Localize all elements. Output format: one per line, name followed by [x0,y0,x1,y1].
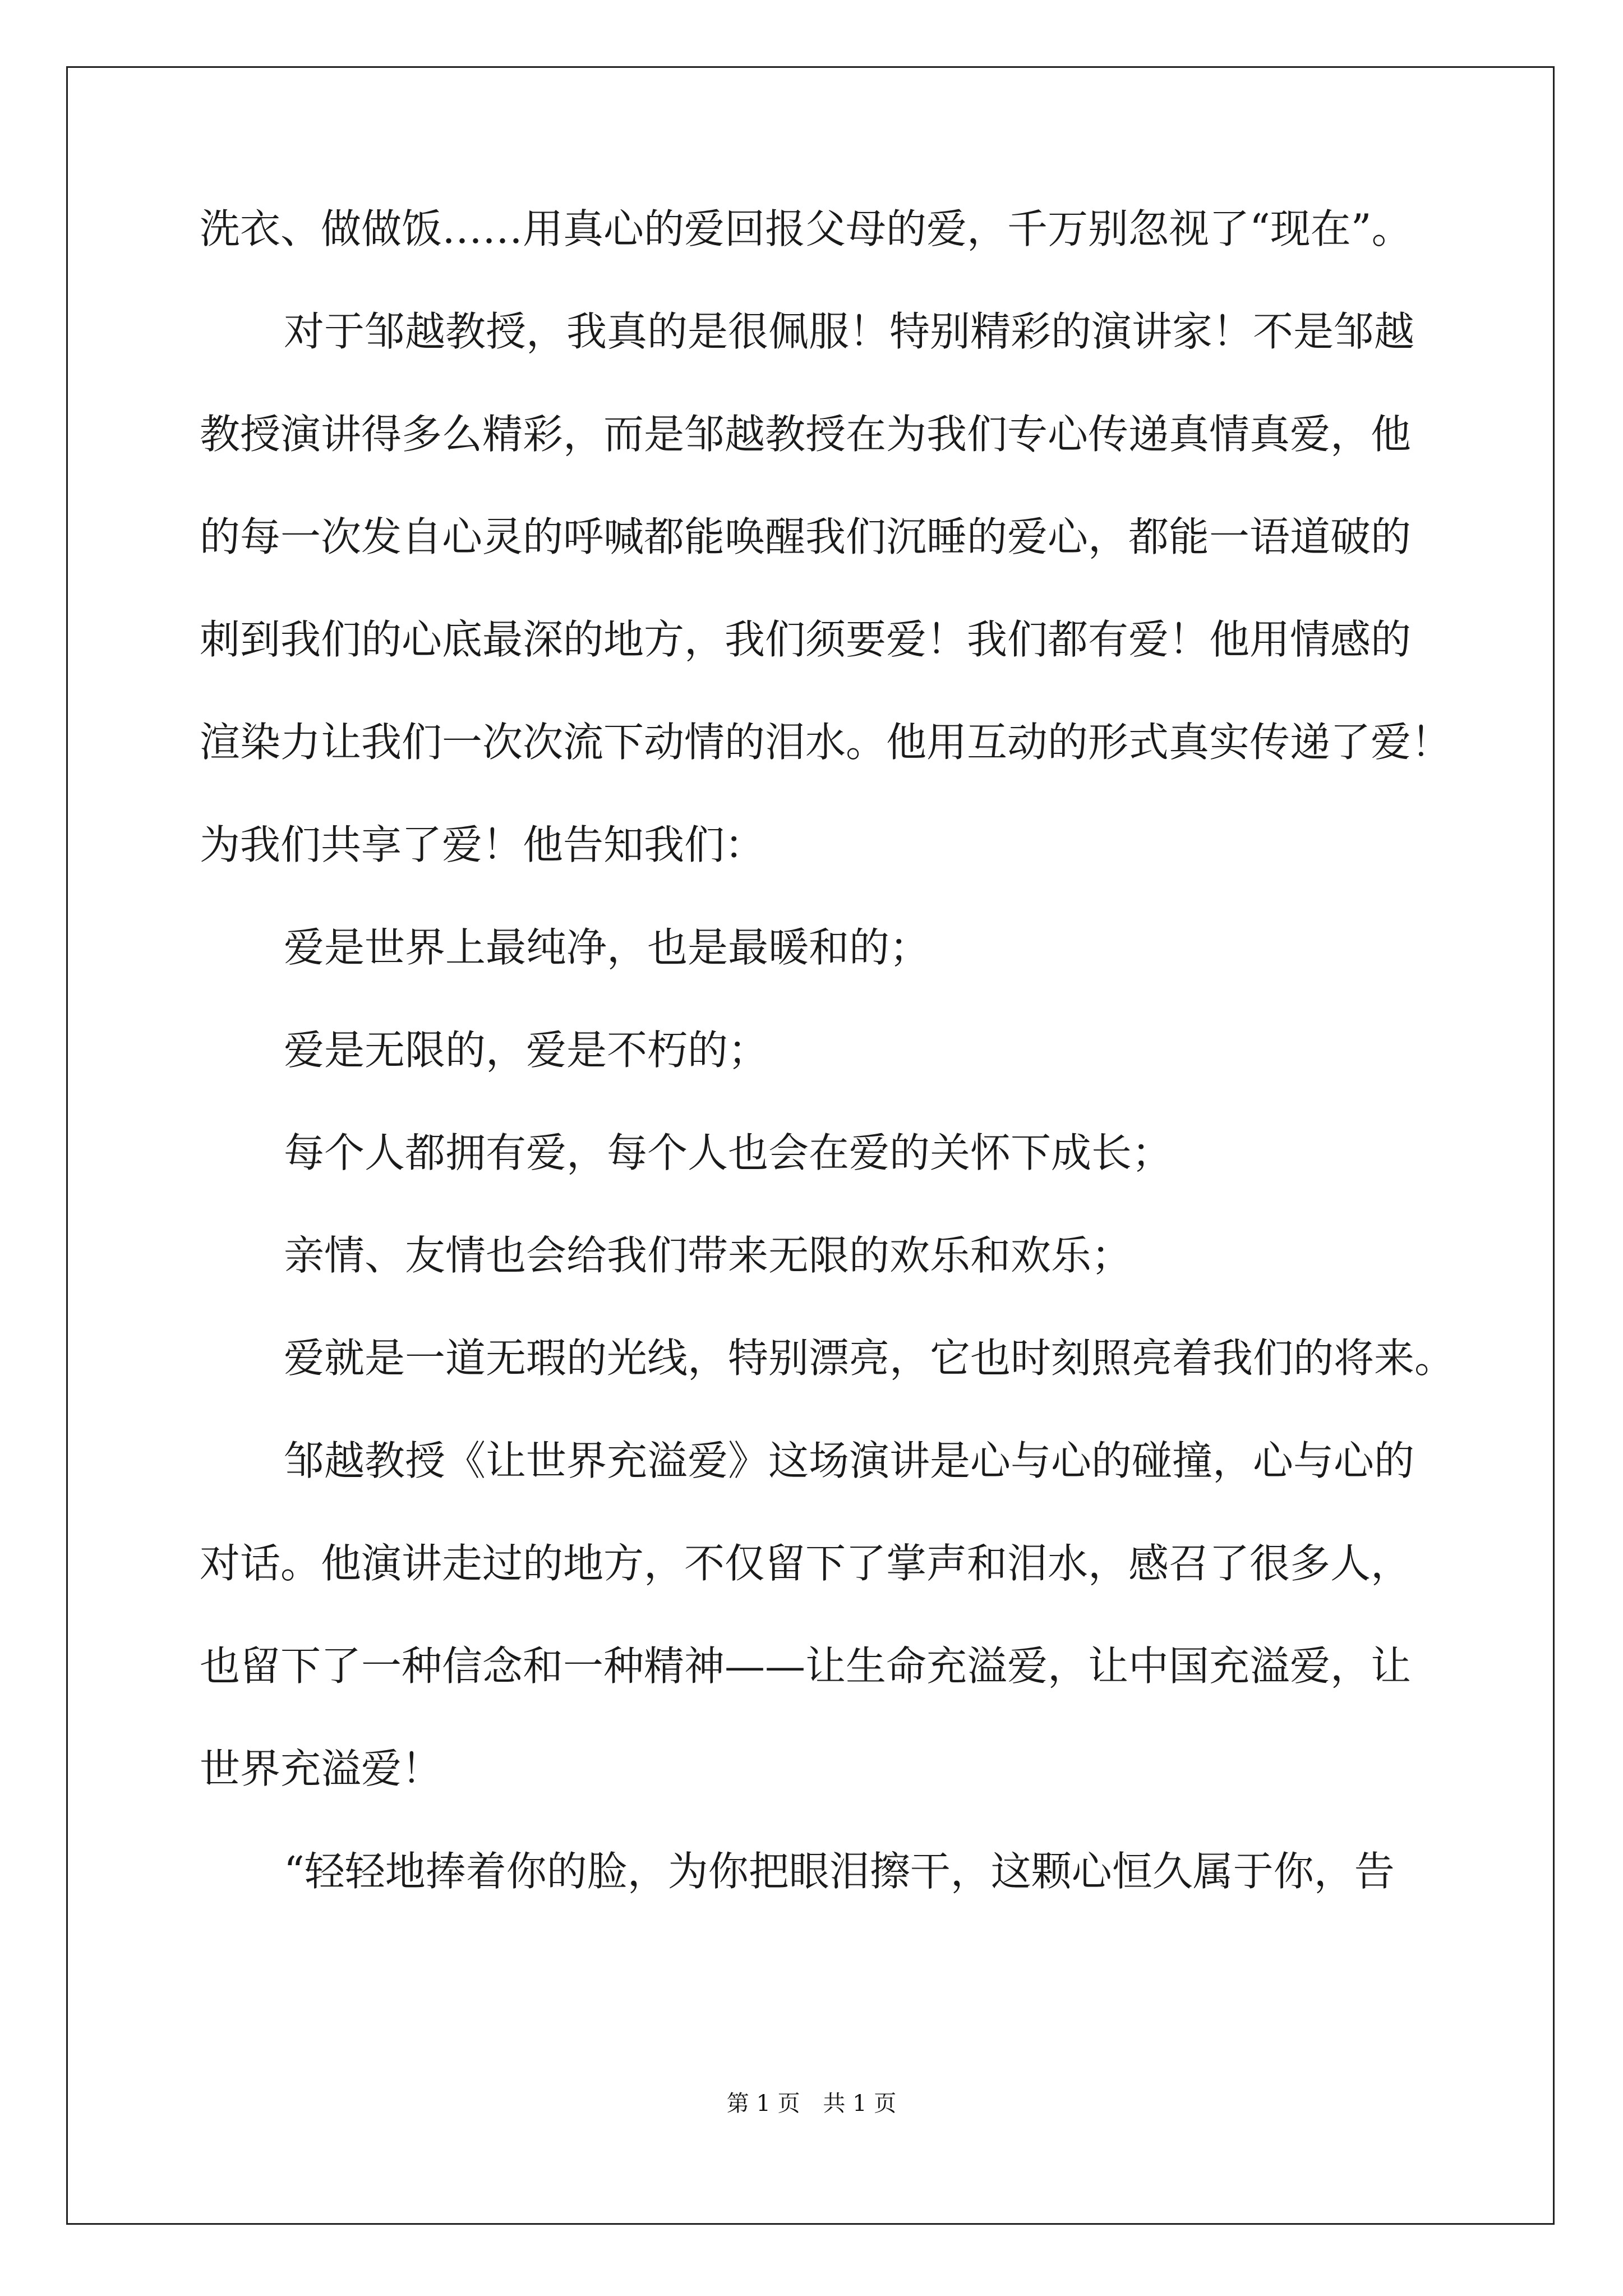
text-line: 亲情、友情也会给我们带来无限的欢乐和欢乐； [284,1232,1132,1279]
page-number-current: 第 1 页 [726,2091,800,2116]
text-line: 洗衣、做做饭……用真心的爱回报父母的爱，千万别忽视了“现在”。 [200,205,1412,252]
text-line: 的每一次发自心灵的呼喊都能唤醒我们沉睡的爱心，都能一语道破的 [200,513,1412,560]
text-line: 教授演讲得多么精彩，而是邹越教授在为我们专心传递真情真爱，他 [200,411,1412,458]
text-line: 对话。他演讲走过的地方，不仅留下了掌声和泪水，感召了很多人， [200,1540,1412,1587]
text-line: 爱就是一道无瑕的光线，特别漂亮，它也时刻照亮着我们的将来。 [284,1335,1455,1382]
text-line: 爱是无限的，爱是不朽的； [284,1027,769,1074]
text-line: 世界充溢爱！ [200,1745,442,1792]
text-line: 每个人都拥有爱，每个人也会在爱的关怀下成长； [284,1129,1173,1176]
text-line: 邹越教授《让世界充溢爱》这场演讲是心与心的碰撞，心与心的 [284,1437,1415,1484]
text-line: 为我们共享了爱！他告知我们： [200,821,766,868]
text-line: 渲染力让我们一次次流下动情的泪水。他用互动的形式真实传递了爱！ [200,719,1452,766]
text-line: 也留下了一种信念和一种精神——让生命充溢爱，让中国充溢爱，让 [200,1642,1412,1690]
page-number-total: 共 1 页 [823,2091,897,2116]
page-footer [0,2086,1623,2118]
text-line: 对于邹越教授，我真的是很佩服！特别精彩的演讲家！不是邹越 [284,308,1415,355]
text-line: 爱是世界上最纯净，也是最暖和的； [284,924,930,971]
text-line: 刺到我们的心底最深的地方，我们须要爱！我们都有爱！他用情感的 [200,616,1412,663]
text-line: “轻轻地捧着你的脸，为你把眼泪擦干，这颗心恒久属于你，告 [284,1848,1395,1895]
